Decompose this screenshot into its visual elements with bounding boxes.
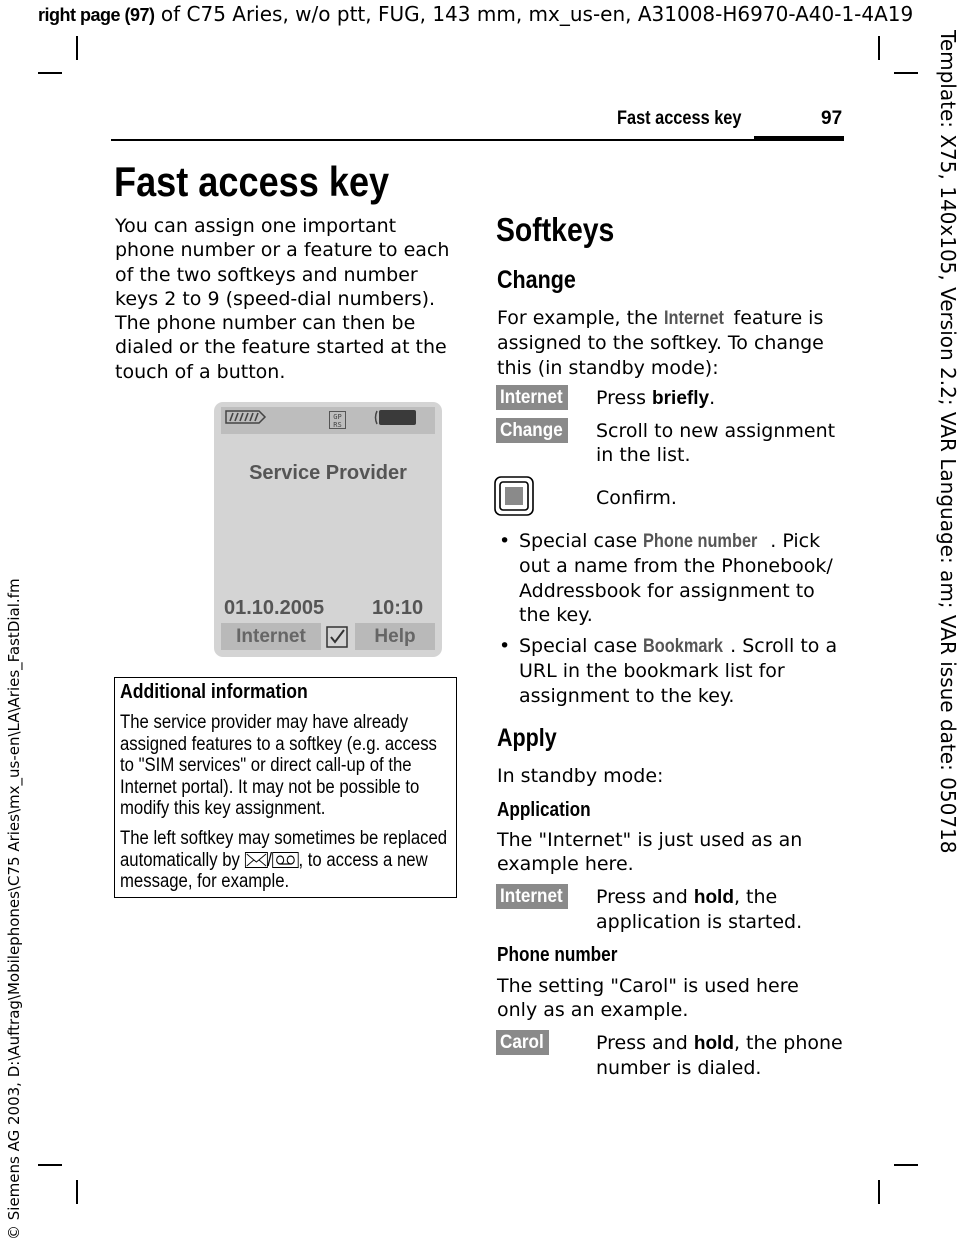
print-info-rest: of C75 Aries, w/o ptt, FUG, 143 mm, mx_us-en, A31008-H6970-A40-1-4A19	[154, 2, 914, 26]
key-internet-apply: Internet	[496, 884, 568, 909]
crop-mark	[76, 1180, 78, 1204]
key-internet: Internet	[496, 385, 568, 410]
key-change: Change	[496, 418, 568, 443]
template-info: Template: X75, 140x105, Version 2.2; VAR Language: am; VAR issue date: 050718	[936, 30, 960, 854]
additional-info-title: Additional information	[120, 681, 308, 703]
bullet-text: Special case	[519, 530, 644, 552]
crop-mark	[76, 36, 78, 60]
step-press-hold-application	[596, 885, 846, 935]
crop-mark	[894, 1164, 918, 1166]
section-title-softkeys: Softkeys	[496, 211, 615, 248]
step-text: Press and	[596, 1032, 694, 1054]
header-rule-accent	[754, 136, 844, 141]
step-emphasis: hold	[693, 1033, 734, 1054]
change-intro	[497, 306, 842, 380]
phone-left-softkey: Internet	[221, 623, 321, 650]
step-scroll: Scroll to new assignment in the list.	[596, 420, 836, 467]
crop-mark	[878, 1180, 880, 1204]
crop-mark	[894, 72, 918, 74]
bullet-dot: •	[499, 635, 511, 657]
bullet-text: . Pick out a name from the Phonebook/ Addressbook for assignment to the key.	[519, 530, 833, 626]
page-title: Fast access key	[114, 158, 390, 205]
additional-info-paragraph: The service provider may have already assigned features to a softkey (e.g. access to "SIM services" or direct call-up of the Internet portal). It may not be possible to modify this key assignment.	[120, 712, 437, 820]
crop-mark	[878, 36, 880, 60]
step-emphasis: hold	[693, 887, 734, 908]
intro-paragraph: You can assign one important phone number or a feature to each of the two softkeys and number keys 2 to 9 (speed-dial numbers). The phone number can then be dialed or the feature started at the touch of a button.	[115, 215, 450, 383]
step-text: Press	[596, 387, 653, 409]
key-carol: Carol	[496, 1030, 549, 1055]
bullet-phone-number	[519, 529, 841, 627]
phone-right-softkey: Help	[355, 623, 435, 650]
step-text: , the application is started.	[596, 886, 803, 934]
print-info-bold: right page (97)	[38, 5, 155, 25]
gprs-icon: GP RS	[329, 411, 346, 429]
phone-date: 01.10.2005	[224, 597, 325, 619]
highlight-bookmark: Bookmark	[643, 636, 724, 657]
step-press-briefly	[596, 386, 846, 411]
step-text: , the phone number is dialed.	[596, 1032, 843, 1080]
step-press-hold-phone-number	[596, 1031, 846, 1081]
application-title: Application	[497, 799, 591, 821]
bullet-text: Special case	[519, 635, 644, 657]
bullet-text: . Scroll to a URL in the bookmark list for assignment to the key.	[519, 635, 838, 707]
header-rule	[111, 139, 844, 141]
bullet-dot: •	[499, 530, 511, 552]
step-text: .	[709, 387, 716, 409]
phone-number-title: Phone number	[497, 944, 618, 966]
change-intro-text: For example, the	[497, 307, 664, 329]
info-text: , to access a new message, for example.	[120, 849, 428, 893]
running-header-title: Fast access key	[617, 108, 742, 129]
highlight-phone-number: Phone number	[643, 531, 758, 552]
checkmark-icon	[326, 626, 348, 648]
crop-mark	[38, 1164, 62, 1166]
envelope-icon	[245, 852, 268, 868]
print-info-line	[38, 2, 913, 26]
info-text: The left softkey may sometimes be replaced automatically by	[120, 828, 448, 871]
bullet-bookmark	[519, 634, 841, 708]
highlight-internet: Internet	[663, 308, 724, 329]
subsection-title-change: Change	[497, 266, 576, 294]
info-separator: /	[267, 849, 273, 871]
navigation-key-icon	[494, 476, 534, 516]
phone-time: 10:10	[372, 597, 424, 619]
copyright-path: © Siemens AG 2003, D:\Auftrag\Mobilephones\C75 Aries\mx_us-en\LA\Aries_FastDial.fm	[5, 578, 23, 1240]
signal-strength-icon	[373, 409, 417, 426]
step-confirm: Confirm.	[596, 487, 677, 509]
crop-mark	[38, 72, 62, 74]
step-emphasis: briefly	[652, 388, 710, 409]
application-text: The "Internet" is just used as an example here.	[497, 829, 803, 876]
page-number: 97	[821, 108, 843, 129]
phone-number-text: The setting "Carol" is used here only as an example.	[497, 975, 799, 1022]
apply-intro: In standby mode:	[497, 765, 664, 787]
battery-icon	[226, 410, 266, 424]
subsection-title-apply: Apply	[497, 724, 557, 752]
voicemail-icon	[272, 852, 298, 868]
additional-info-paragraph	[120, 828, 453, 893]
change-intro-text: feature is assigned to the softkey. To change this (in standby mode):	[497, 307, 824, 379]
step-text: Press and	[596, 886, 694, 908]
phone-provider-name: Service Provider	[249, 462, 407, 484]
